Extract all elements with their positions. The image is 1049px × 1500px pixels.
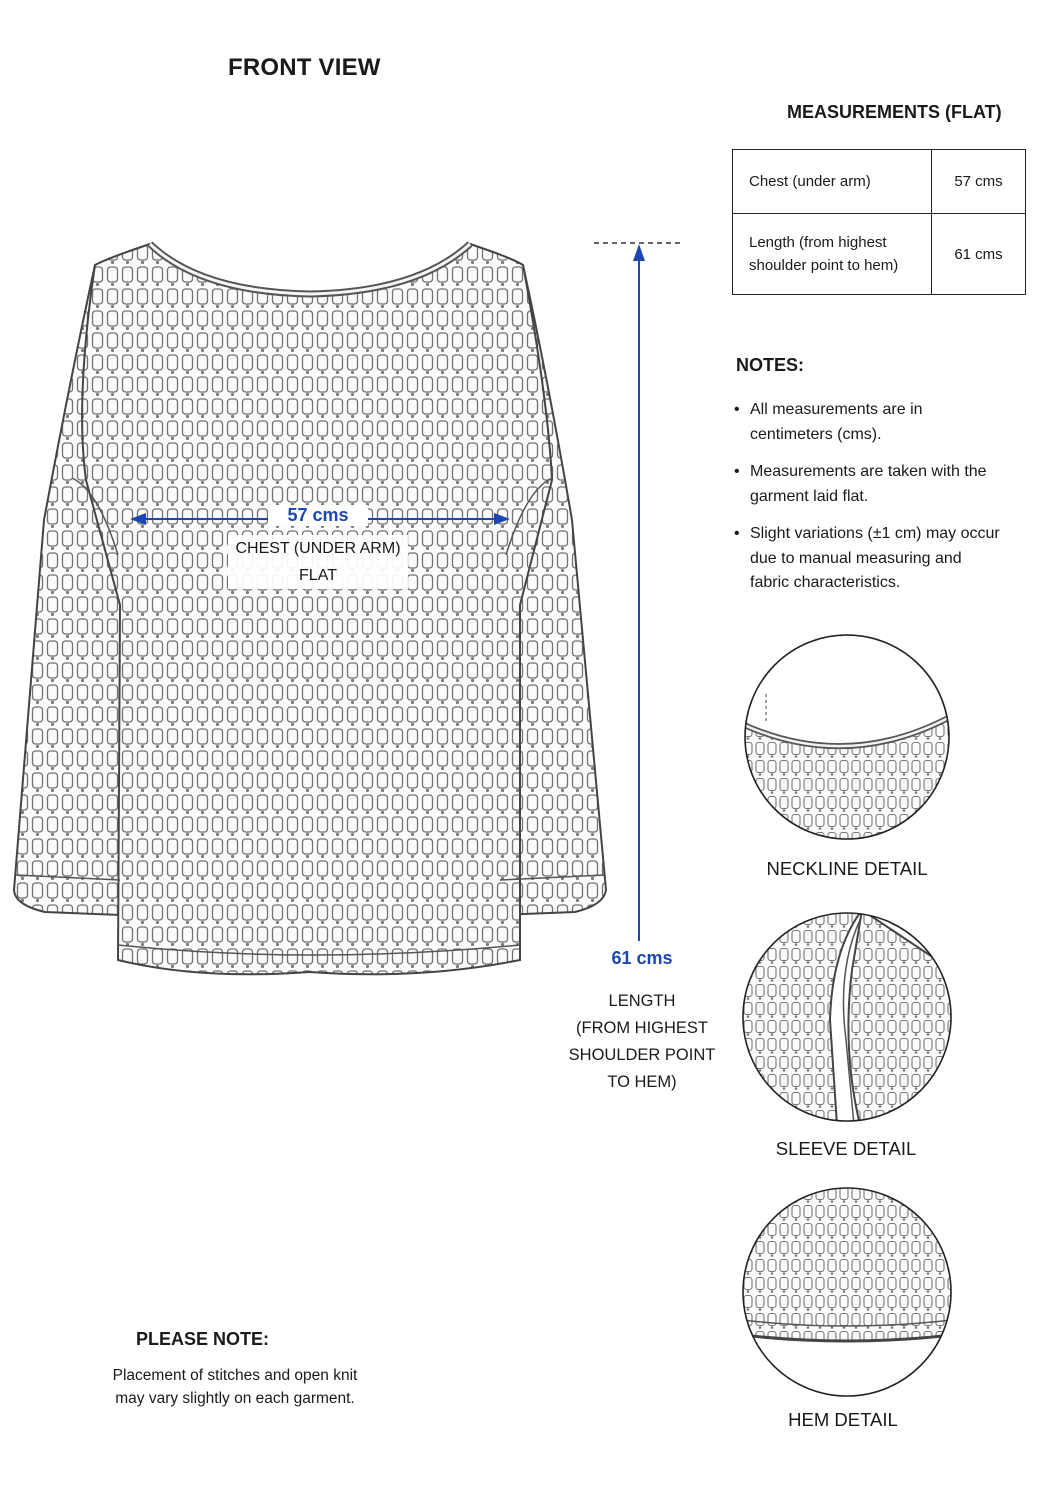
chest-label-line-2: FLAT: [299, 567, 337, 584]
hem-detail-circle: [742, 1185, 952, 1400]
list-item: • All measurements are in centimeters (cms).: [734, 398, 1004, 447]
length-label-line-1: LENGTH: [608, 992, 676, 1010]
table-row: [733, 150, 1026, 214]
length-arrow: [590, 235, 690, 945]
sleeve-detail-circle: [742, 910, 952, 1125]
please-note-line-2: may vary slightly on each garment.: [115, 1390, 355, 1407]
length-label-line-2: (FROM HIGHEST: [576, 1019, 708, 1037]
please-note-line-1: Placement of stitches and open knit: [112, 1367, 358, 1384]
row-value: 61 cms: [932, 214, 1026, 295]
hem-detail-label: HEM DETAIL: [788, 1409, 898, 1430]
list-item: • Measurements are taken with the garment laid flat.: [734, 460, 1004, 509]
page-title: FRONT VIEW: [228, 54, 381, 81]
notes-list: [734, 398, 1004, 609]
row-label: Length (from highest shoulder point to hem): [733, 214, 932, 295]
row-label: Chest (under arm): [733, 150, 932, 214]
sweater-body: [82, 244, 552, 974]
please-note-title: PLEASE NOTE:: [136, 1329, 270, 1349]
chest-value: 57 cms: [268, 505, 368, 526]
measurements-table: [732, 149, 1026, 295]
table-row: [733, 214, 1026, 295]
list-item: • Slight variations (±1 cm) may occur due to manual measuring and fabric characteristics.: [734, 522, 1004, 596]
length-label: [552, 988, 732, 1096]
chest-label: [228, 535, 408, 589]
sweater-sketch: [0, 0, 620, 1000]
neckline-detail-circle: [742, 632, 952, 842]
length-value: 61 cms: [611, 948, 673, 968]
length-label-line-3: SHOULDER POINT: [568, 1046, 716, 1064]
please-note-text: [100, 1364, 370, 1410]
length-label-line-4: TO HEM): [607, 1073, 677, 1091]
measurements-title: MEASUREMENTS (FLAT): [787, 102, 1002, 122]
chest-label-line-1: CHEST (UNDER ARM): [235, 540, 401, 557]
neckline-detail-label: NECKLINE DETAIL: [766, 858, 928, 879]
row-value: 57 cms: [932, 150, 1026, 214]
notes-title: NOTES:: [736, 355, 805, 375]
sleeve-detail-label: SLEEVE DETAIL: [775, 1138, 917, 1159]
